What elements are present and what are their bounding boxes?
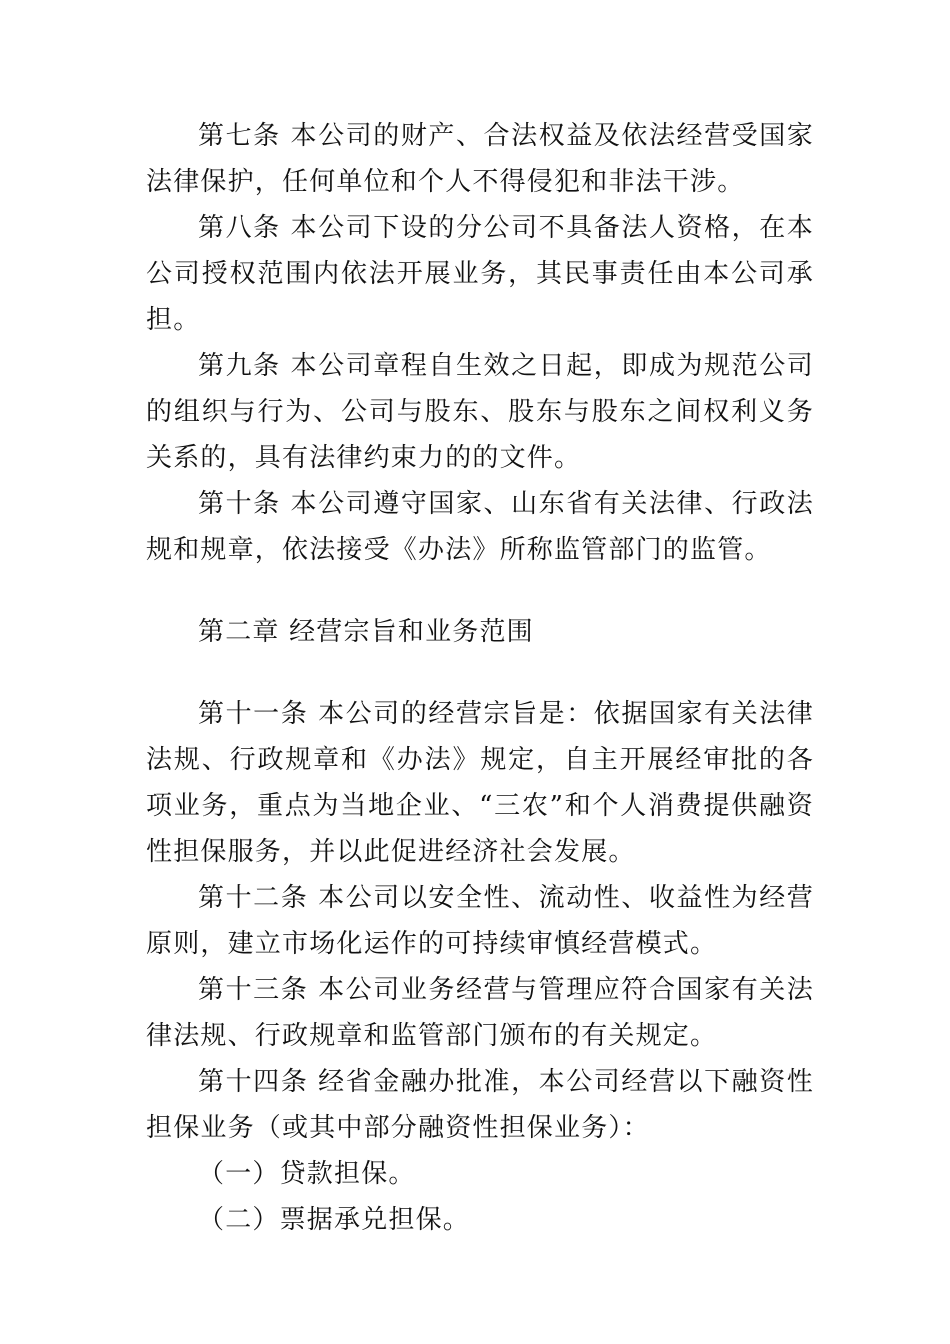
article-11: 第十一条 本公司的经营宗旨是：依据国家有关法律法规、行政规章和《办法》规定，自主开展经审批的各项业务，重点为当地企业、“三农”和个人消费提供融资性担保服务，并以此促进经济社会发展。 (146, 699, 814, 867)
chapter-heading: 第二章 经营宗旨和业务范围 (198, 617, 534, 647)
article-13: 第十三条 本公司业务经营与管理应符合国家有关法律法规、行政规章和监管部门颁布的有关规定。 (146, 975, 814, 1051)
article-12: 第十二条 本公司以安全性、流动性、收益性为经营原则，建立市场化运作的可持续审慎经营模式。 (146, 883, 814, 959)
article-14: 第十四条 经省金融办批准，本公司经营以下融资性担保业务（或其中部分融资性担保业务）： (146, 1067, 814, 1143)
list-item-loan-guarantee: （一）贷款担保。 (198, 1159, 416, 1189)
article-10: 第十条 本公司遵守国家、山东省有关法律、行政法规和规章，依法接受《办法》所称监管部门的监管。 (146, 489, 814, 565)
article-9: 第九条 本公司章程自生效之日起，即成为规范公司的组织与行为、公司与股东、股东与股东之间权利义务关系的，具有法律约束力的的文件。 (146, 351, 814, 473)
list-item-bill-guarantee: （二）票据承兑担保。 (198, 1205, 471, 1235)
article-7: 第七条 本公司的财产、合法权益及依法经营受国家法律保护，任何单位和个人不得侵犯和非法干涉。 (146, 121, 814, 197)
article-8: 第八条 本公司下设的分公司不具备法人资格，在本公司授权范围内依法开展业务，其民事责任由本公司承担。 (146, 213, 814, 335)
document-body (146, 113, 814, 1243)
